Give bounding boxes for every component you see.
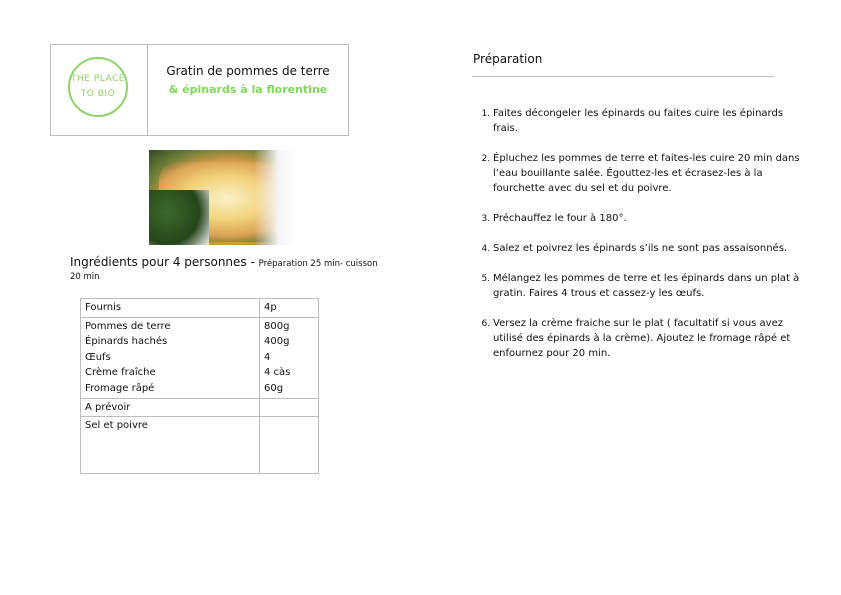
items-names-cell bbox=[81, 317, 260, 398]
logo-text-line1: THE PLACE bbox=[71, 74, 125, 84]
step-item: 5. Mélangez les pommes de terre et les épinards dans un plat à gratin. Faires 4 trous et cassez-y les œufs. bbox=[493, 271, 805, 301]
ingredients-table bbox=[80, 298, 319, 474]
item-qty: 4 càs bbox=[264, 367, 291, 379]
step-item: 2. Épluchez les pommes de terre et faites-les cuire 20 min dans l’eau bouillante salée. Égouttez-les et écrasez-les à la fourchette avec du sel et du poivre. bbox=[493, 151, 805, 196]
logo-cell bbox=[51, 45, 148, 135]
spinach-shape bbox=[149, 190, 209, 245]
preparation-divider bbox=[472, 76, 774, 77]
section-label-cell: A prévoir bbox=[81, 398, 260, 417]
ingredients-heading bbox=[70, 255, 378, 269]
item-name: Crème fraîche bbox=[85, 367, 156, 379]
extra-cell: Sel et poivre bbox=[81, 417, 260, 474]
step-item: 4. Salez et poivrez les épinards s’ils ne sont pas assaisonnés. bbox=[493, 241, 805, 256]
gratin-photo bbox=[149, 150, 294, 245]
item-name: Œufs bbox=[85, 351, 111, 363]
item-name: Épinards hachés bbox=[85, 336, 168, 348]
logo-text-line2: TO BIO bbox=[80, 89, 116, 99]
table-header-row bbox=[81, 299, 319, 318]
item-qty: 60g bbox=[264, 382, 284, 394]
table-extra-row bbox=[81, 417, 319, 474]
preparation-steps bbox=[473, 106, 805, 376]
items-qty-cell bbox=[260, 317, 319, 398]
title-cell bbox=[148, 45, 348, 135]
extra-empty-cell bbox=[260, 417, 319, 474]
step-item: 3. Préchauffez le four à 180°. bbox=[493, 211, 805, 226]
recipe-subtitle: & épinards à la florentine bbox=[168, 83, 328, 96]
step-item: 1. Faites décongeler les épinards ou faites cuire les épinards frais. bbox=[493, 106, 805, 136]
recipe-title: Gratin de pommes de terre bbox=[166, 64, 330, 78]
item-qty: 400g bbox=[264, 336, 290, 348]
table-section-row bbox=[81, 398, 319, 417]
section-empty-cell bbox=[260, 398, 319, 417]
recipe-header bbox=[50, 44, 349, 136]
header-cell-qty: 4p bbox=[260, 299, 319, 318]
ingredients-timing-cont: 20 min bbox=[70, 272, 100, 282]
item-qty: 4 bbox=[264, 351, 271, 363]
table-row-items bbox=[81, 317, 319, 398]
step-item: 6. Versez la crème fraiche sur le plat ( facultatif si vous avez utilisé des épinards à la crème). Ajoutez le fromage râpé et enfournez pour 20 min. bbox=[493, 316, 805, 361]
plate-edge-shape bbox=[254, 150, 294, 245]
the-place-to-bio-logo bbox=[68, 57, 128, 117]
item-name: Fromage râpé bbox=[85, 382, 155, 394]
item-qty: 800g bbox=[264, 320, 290, 332]
preparation-heading: Préparation bbox=[473, 52, 543, 66]
item-name: Pommes de terre bbox=[85, 320, 171, 332]
header-cell-name: Fournis bbox=[81, 299, 260, 318]
ingredients-timing: Préparation 25 min- cuisson bbox=[258, 259, 378, 269]
ingredients-title: Ingrédients pour 4 personnes - bbox=[70, 255, 259, 269]
